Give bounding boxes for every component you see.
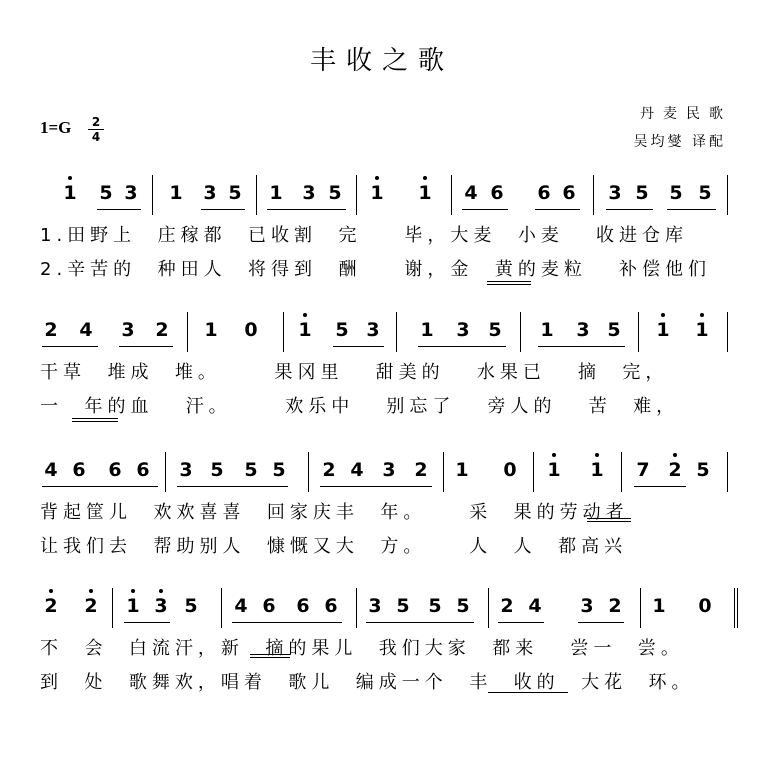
note: 1 bbox=[543, 457, 565, 483]
note: 5 bbox=[99, 182, 113, 204]
note: 6 bbox=[108, 459, 122, 481]
note: 5 bbox=[698, 182, 712, 204]
note: 5 bbox=[669, 182, 683, 204]
note: 5 bbox=[272, 459, 286, 481]
note: 3 bbox=[124, 182, 138, 204]
time-signature-bottom: 4 bbox=[91, 130, 101, 144]
note: 3 bbox=[368, 595, 382, 617]
note: 3 bbox=[580, 595, 594, 617]
note: 1 bbox=[652, 595, 666, 617]
note: 3 bbox=[608, 182, 622, 204]
note: 3 bbox=[382, 459, 396, 481]
note: 3 bbox=[150, 593, 172, 619]
note: 4 bbox=[350, 459, 364, 481]
credit-origin: 丹麦民歌 bbox=[640, 106, 732, 122]
notation-row bbox=[0, 588, 764, 628]
note: 3 bbox=[179, 459, 193, 481]
note: 5 bbox=[488, 319, 502, 341]
note: 3 bbox=[366, 319, 380, 341]
lyric-line-1: 不 会 白流汗，新 摘的果儿 我们大家 都来 尝一 尝。 bbox=[40, 638, 684, 659]
lyric-line-1: 1.田野上 庄稼都 已收割 完 毕，大麦 小麦 收进仓库 bbox=[40, 225, 688, 246]
note: 4 bbox=[44, 459, 58, 481]
time-signature-top: 2 bbox=[91, 115, 101, 129]
note: 3 bbox=[121, 319, 135, 341]
note: 2 bbox=[322, 459, 336, 481]
note: 5 bbox=[244, 459, 258, 481]
note: 3 bbox=[456, 319, 470, 341]
note: 6 bbox=[562, 182, 576, 204]
note: 1 bbox=[691, 317, 713, 343]
note: 5 bbox=[396, 595, 410, 617]
note: 2 bbox=[664, 457, 686, 483]
note: 1 bbox=[269, 182, 283, 204]
note: 2 bbox=[414, 459, 428, 481]
note: 1 bbox=[652, 317, 674, 343]
note: 1 bbox=[59, 180, 81, 206]
note: 1 bbox=[586, 457, 608, 483]
note: 1 bbox=[122, 593, 144, 619]
note: 5 bbox=[335, 319, 349, 341]
lyric-line-2: 让我们去 帮助别人 慷慨又大 方。 人 人 都高兴 bbox=[40, 536, 628, 557]
note: 5 bbox=[328, 182, 342, 204]
note: 7 bbox=[636, 459, 650, 481]
song-title: 丰收之歌 bbox=[309, 46, 454, 76]
notation-row bbox=[0, 312, 764, 352]
note: 6 bbox=[72, 459, 86, 481]
key-signature: 1=G bbox=[40, 118, 72, 137]
note: 5 bbox=[607, 319, 621, 341]
note: 5 bbox=[210, 459, 224, 481]
note: 4 bbox=[79, 319, 93, 341]
note: 6 bbox=[324, 595, 338, 617]
note: 4 bbox=[234, 595, 248, 617]
note: 1 bbox=[455, 459, 469, 481]
credit-translator: 吴均燮 译配 bbox=[633, 134, 726, 150]
lyric-line-2: 一 年的血 汗。 欢乐中 别忘了 旁人的 苦 难， bbox=[40, 396, 680, 417]
note: 2 bbox=[500, 595, 514, 617]
note: 6 bbox=[490, 182, 504, 204]
note: 1 bbox=[414, 180, 436, 206]
note: 2 bbox=[44, 319, 58, 341]
note: 6 bbox=[136, 459, 150, 481]
note: 1 bbox=[366, 180, 388, 206]
lyric-line-2: 2.辛苦的 种田人 将得到 酬 谢，金 黄的麦粒 补偿他们 bbox=[40, 259, 711, 280]
note: 0 bbox=[503, 459, 517, 481]
note: 5 bbox=[635, 182, 649, 204]
note: 6 bbox=[262, 595, 276, 617]
note: 6 bbox=[537, 182, 551, 204]
note: 1 bbox=[294, 317, 316, 343]
lyric-line-1: 干草 堆成 堆。 果冈里 甜美的 水果已 摘 完， bbox=[40, 362, 669, 383]
note: 4 bbox=[528, 595, 542, 617]
notation-row bbox=[0, 452, 764, 492]
note: 5 bbox=[428, 595, 442, 617]
note: 4 bbox=[464, 182, 478, 204]
note: 5 bbox=[184, 595, 198, 617]
note: 3 bbox=[302, 182, 316, 204]
note: 0 bbox=[244, 319, 258, 341]
lyric-line-2: 到 处 歌舞欢，唱着 歌儿 编成一个 丰 收的 大花 环。 bbox=[40, 672, 695, 693]
note: 5 bbox=[228, 182, 242, 204]
note: 2 bbox=[40, 593, 62, 619]
note: 3 bbox=[203, 182, 217, 204]
note: 2 bbox=[608, 595, 622, 617]
note: 2 bbox=[80, 593, 102, 619]
note: 1 bbox=[540, 319, 554, 341]
lyric-line-1: 背起筐儿 欢欢喜喜 回家庆丰 年。 采 果的劳动者 bbox=[40, 502, 629, 523]
note: 5 bbox=[696, 459, 710, 481]
note: 6 bbox=[296, 595, 310, 617]
note: 1 bbox=[204, 319, 218, 341]
notation-row bbox=[0, 175, 764, 215]
note: 1 bbox=[169, 182, 183, 204]
note: 2 bbox=[155, 319, 169, 341]
note: 5 bbox=[456, 595, 470, 617]
note: 3 bbox=[576, 319, 590, 341]
note: 1 bbox=[420, 319, 434, 341]
note: 0 bbox=[698, 595, 712, 617]
time-signature bbox=[88, 116, 104, 143]
